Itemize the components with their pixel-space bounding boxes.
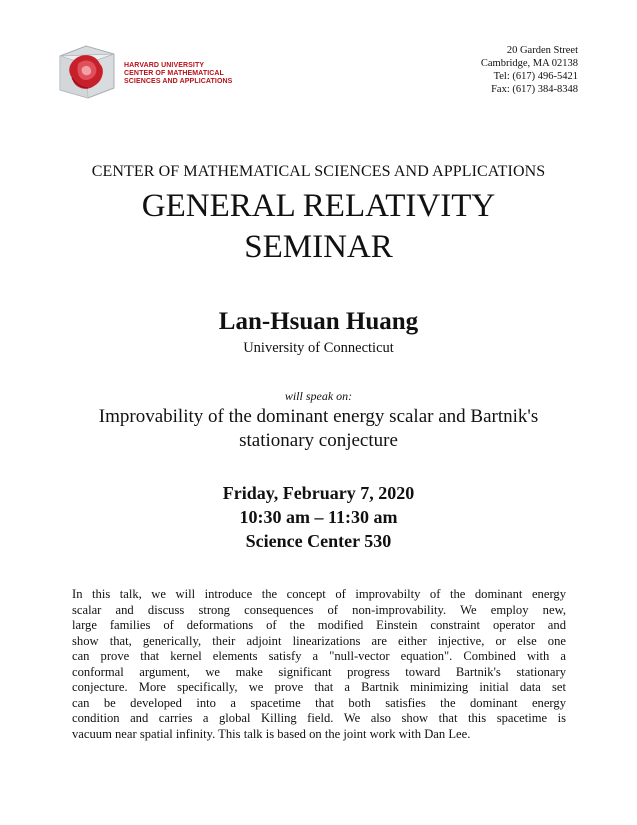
abstract-line: can be developed into a spacetime that both satisfies the dominant energy	[72, 695, 566, 710]
abstract-line: conformal argument, we make significant progress toward Bartnik's stationary	[72, 664, 566, 679]
seminar-title-line-2: SEMINAR	[244, 229, 393, 265]
address-street: 20 Garden Street	[506, 45, 578, 56]
address-block	[481, 44, 578, 96]
abstract-line: scalar and discuss strong consequences of non-improvability. We employ new,	[72, 602, 566, 617]
logo-line-university: HARVARD UNIVERSITY	[124, 62, 205, 69]
logo-line-sciences: SCIENCES AND APPLICATIONS	[124, 78, 233, 85]
abstract-line: In this talk, we will introduce the concept of improvabilty of the dominant energy	[72, 587, 566, 601]
abstract	[72, 587, 566, 742]
will-speak-on-label: will speak on:	[284, 389, 353, 403]
event-time: 10:30 am – 11:30 am	[239, 507, 398, 527]
abstract-line: conjecture. More specifically, we prove that a Bartnik minimizing initial data set	[72, 680, 566, 694]
seminar-title	[0, 186, 637, 268]
abstract-line: can prove that kernel elements satisfy a "null-vector equation". Combined with a	[72, 649, 566, 663]
abstract-line: show that, generically, their adjoint linearizations are either injective, or else one	[72, 633, 566, 648]
abstract-line: large families of deformations of the modified Einstein constraint operator and	[72, 618, 566, 632]
abstract-line: condition and carries a global Killing field. We also show that this spacetime is	[72, 711, 566, 725]
event-date: Friday, February 7, 2020	[222, 483, 415, 503]
event-details	[0, 481, 637, 553]
logo-line-center: CENTER OF MATHEMATICAL	[124, 70, 224, 77]
speaker-name: Lan-Hsuan Huang	[218, 308, 419, 335]
center-name: CENTER OF MATHEMATICAL SCIENCES AND APPLICATIONS	[91, 163, 546, 180]
speaker-affiliation: University of Connecticut	[243, 340, 394, 356]
address-tel: Tel: (617) 496-5421	[493, 71, 578, 82]
address-city: Cambridge, MA 02138	[480, 58, 578, 69]
address-fax: Fax: (617) 384-8348	[491, 84, 578, 95]
talk-title-line-1: Improvability of the dominant energy scalar and Bartnik's	[98, 406, 539, 427]
abstract-line: vacuum near spatial infinity. This talk is based on the joint work with Dan Lee.	[72, 726, 471, 741]
logo-wordmark	[124, 62, 232, 86]
talk-title	[0, 405, 637, 453]
cube-logo-icon	[52, 42, 124, 102]
talk-title-line-2: stationary conjecture	[239, 430, 398, 451]
event-location: Science Center 530	[245, 531, 392, 551]
seminar-title-line-1: GENERAL RELATIVITY	[141, 188, 496, 224]
